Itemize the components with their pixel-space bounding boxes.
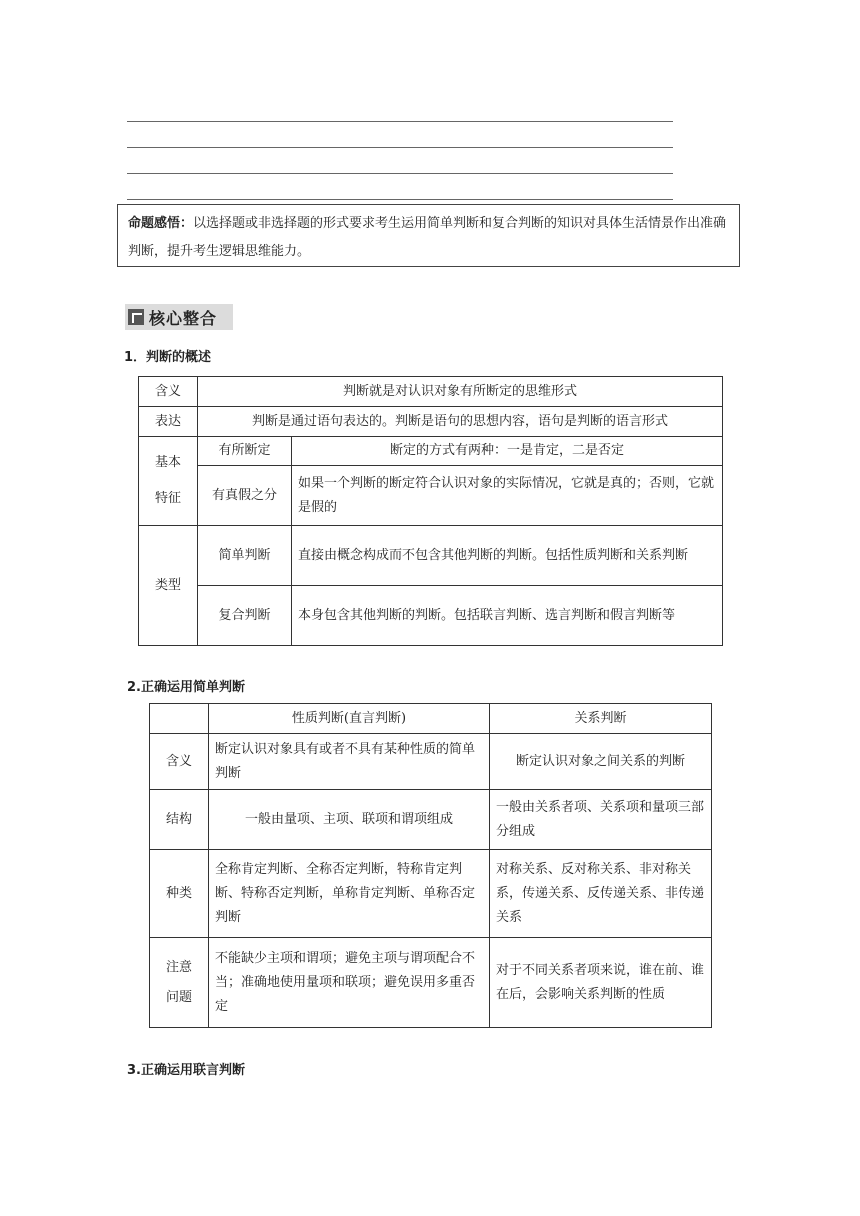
property-cell: 全称肯定判断、全称否定判断，特称肯定判断、特称否定判断，单称肯定判断、单称否定判断 <box>209 850 490 938</box>
relation-cell: 对称关系、反对称关系、非对称关系，传递关系、反传递关系、非传递关系 <box>490 850 712 938</box>
relation-cell: 一般由关系者项、关系项和量项三部分组成 <box>490 790 712 850</box>
note-label: 命题感悟： <box>128 216 194 231</box>
property-cell: 不能缺少主项和谓项；避免主项与谓项配合不当；准确地使用量项和联项；避免误用多重否定 <box>209 938 490 1028</box>
row-header-text: 注意问题 <box>166 959 193 1005</box>
section-badge <box>125 304 233 330</box>
feature-header <box>139 437 198 526</box>
feature-2-header: 有真假之分 <box>198 466 292 526</box>
row-header: 结构 <box>150 790 209 850</box>
col-header-relation: 关系判断 <box>490 704 712 734</box>
badge-label: 核心整合 <box>149 309 218 328</box>
answer-line <box>127 199 673 200</box>
type-1-header: 简单判断 <box>198 526 292 586</box>
meaning-header: 含义 <box>139 377 198 407</box>
type-2-cell: 本身包含其他判断的判断。包括联言判断、选言判断和假言判断等 <box>292 586 723 646</box>
type-1-cell: 直接由概念构成而不包含其他判断的判断。包括性质判断和关系判断 <box>292 526 723 586</box>
row-header <box>150 938 209 1028</box>
feature-2-cell: 如果一个判断的断定符合认识对象的实际情况，它就是真的；否则，它就是假的 <box>292 466 723 526</box>
property-cell: 断定认识对象具有或者不具有某种性质的简单判断 <box>209 734 490 790</box>
meaning-cell: 判断就是对认识对象有所断定的思维形式 <box>198 377 723 407</box>
property-cell: 一般由量项、主项、联项和谓项组成 <box>209 790 490 850</box>
col-header-property: 性质判断(直言判断) <box>209 704 490 734</box>
expression-header: 表达 <box>139 407 198 437</box>
proposition-note-box <box>117 204 740 267</box>
answer-line <box>127 121 673 122</box>
type-2-header: 复合判断 <box>198 586 292 646</box>
feature-header-text: 基本特征 <box>155 455 182 506</box>
badge-icon <box>128 309 144 325</box>
feature-1-cell: 断定的方式有两种：一是肯定，二是否定 <box>292 437 723 466</box>
type-header: 类型 <box>139 526 198 646</box>
row-header: 含义 <box>150 734 209 790</box>
answer-line <box>127 173 673 174</box>
section-heading-1: 1．判断的概述 <box>124 350 212 365</box>
expression-cell: 判断是通过语句表达的。判断是语句的思想内容，语句是判断的语言形式 <box>198 407 723 437</box>
relation-cell: 断定认识对象之间关系的判断 <box>490 734 712 790</box>
section-heading-2: 2.正确运用简单判断 <box>127 680 245 695</box>
relation-cell: 对于不同关系者项来说，谁在前、谁在后，会影响关系判断的性质 <box>490 938 712 1028</box>
feature-1-header: 有所断定 <box>198 437 292 466</box>
simple-judgment-table <box>149 703 712 1028</box>
note-text: 以选择题或非选择题的形式要求考生运用简单判断和复合判断的知识对具体生活情景作出准确判断，提升考生逻辑思维能力。 <box>128 216 727 259</box>
judgment-overview-table <box>138 376 723 646</box>
row-header: 种类 <box>150 850 209 938</box>
answer-line <box>127 147 673 148</box>
corner-cell <box>150 704 209 734</box>
section-heading-3: 3.正确运用联言判断 <box>127 1063 245 1078</box>
